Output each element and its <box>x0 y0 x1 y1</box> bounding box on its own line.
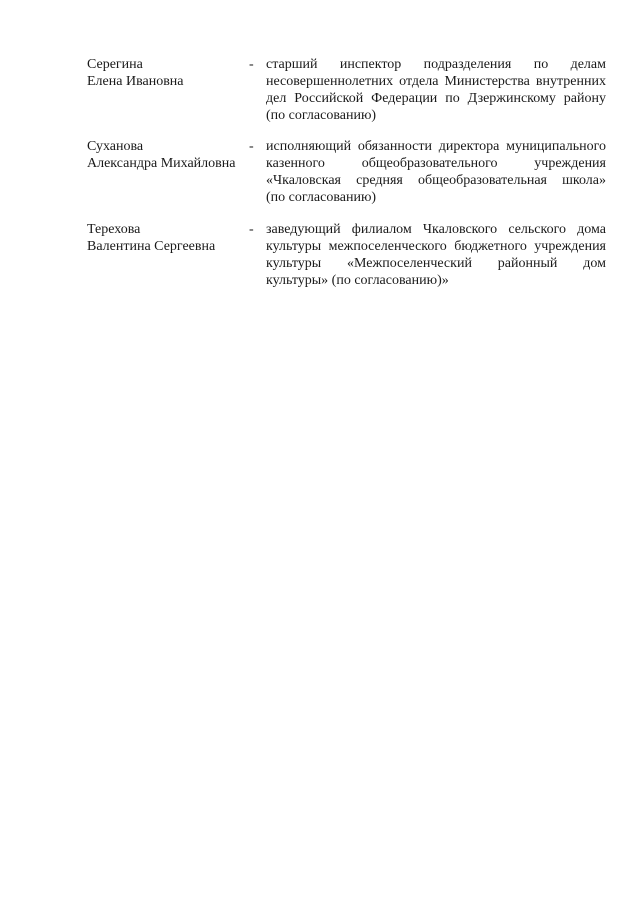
role-line: казенного общеобразовательного учреждения <box>266 156 606 171</box>
separator-dash: - <box>249 222 254 237</box>
role-line: старший инспектор подразделения по делам <box>266 57 606 72</box>
role-line: культуры «Межпоселенческий районный дом <box>266 256 606 271</box>
role-line: дел Российской Федерации по Дзержинскому району <box>266 91 606 106</box>
role-line: исполняющий обязанности директора муниципального <box>266 139 606 154</box>
role-line: (по согласованию) <box>266 108 377 123</box>
member-name <box>87 138 252 172</box>
role-line: культуры» (по согласованию)» <box>266 273 449 288</box>
member-given-names: Александра Михайловна <box>87 156 236 171</box>
role-line: «Чкаловская средняя общеобразовательная школа» <box>266 173 606 188</box>
member-name <box>87 56 252 90</box>
member-given-names: Елена Ивановна <box>87 74 184 89</box>
role-line: несовершеннолетних отдела Министерства внутренних <box>266 74 606 89</box>
member-given-names: Валентина Сергеевна <box>87 239 216 254</box>
member-role <box>266 138 606 206</box>
role-line: заведующий филиалом Чкаловского сельского дома <box>266 222 606 237</box>
role-line: культуры межпоселенческого бюджетного учреждения <box>266 239 606 254</box>
member-role <box>266 56 606 124</box>
member-surname: Суханова <box>87 139 144 154</box>
member-name <box>87 221 252 255</box>
member-surname: Серегина <box>87 57 143 72</box>
member-role <box>266 221 606 289</box>
separator-dash: - <box>249 139 254 154</box>
member-surname: Терехова <box>87 222 141 237</box>
role-line: (по согласованию) <box>266 190 377 205</box>
separator-dash: - <box>249 57 254 72</box>
